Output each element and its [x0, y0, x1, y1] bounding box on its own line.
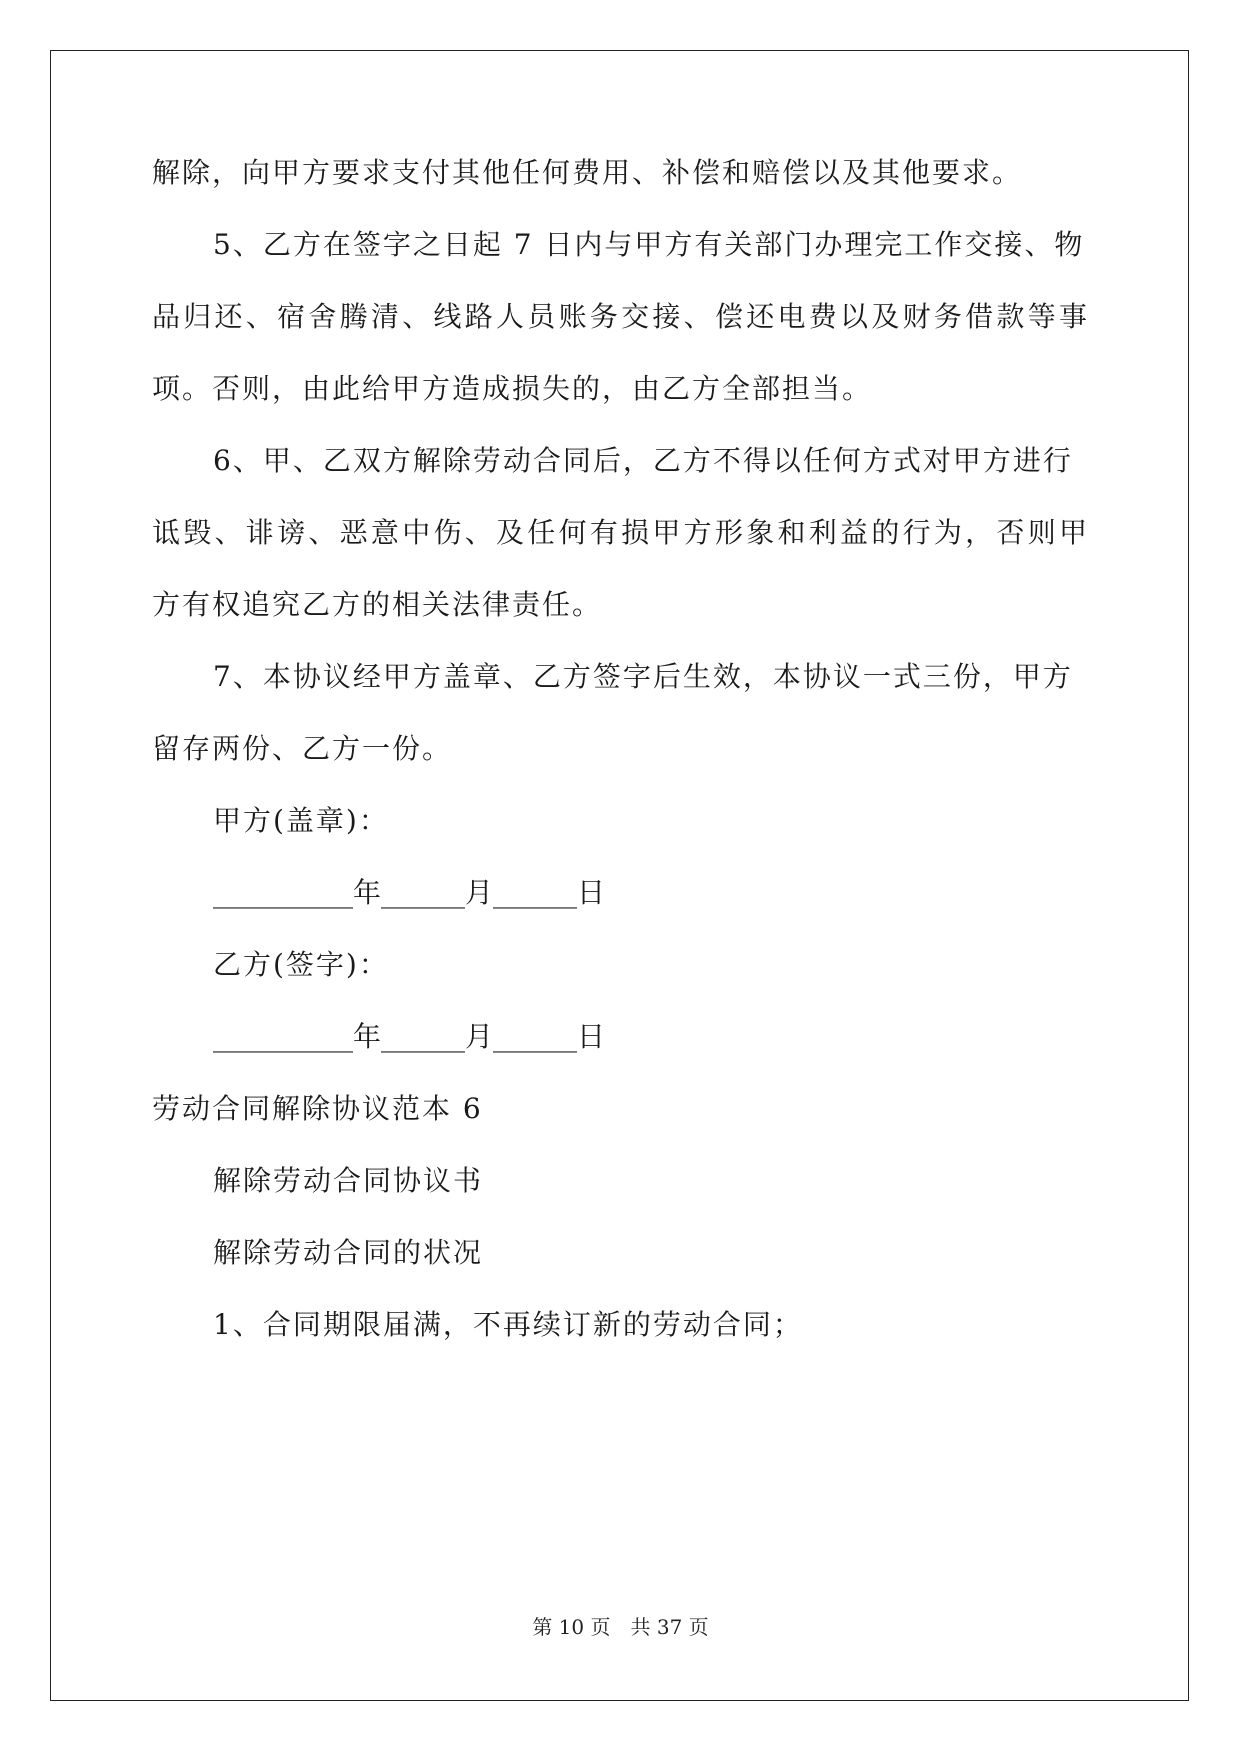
party-a-signature-label: 甲方(盖章)：: [213, 804, 389, 837]
paragraph-6-line-2: 诋毁、诽谤、恶意中伤、及任何有损甲方形象和利益的行为，否则甲: [152, 516, 1087, 549]
paragraph-7-line-2: 留存两份、乙方一份。: [152, 732, 453, 765]
paragraph-5-line-2: 品归还、宿舍腾清、线路人员账务交接、偿还电费以及财务借款等事: [152, 300, 1087, 333]
list-item-1: 1、合同期限届满，不再续订新的劳动合同；: [213, 1308, 803, 1341]
page-footer: 第 10 页 共 37 页: [532, 1615, 709, 1639]
party-a-date-line: __________年______月______日: [213, 876, 606, 909]
section-title: 劳动合同解除协议范本 6: [152, 1092, 483, 1125]
party-b-signature-label: 乙方(签字)：: [213, 948, 389, 981]
subheading: 解除劳动合同的状况: [213, 1236, 484, 1269]
document-title: 解除劳动合同协议书: [213, 1164, 484, 1197]
paragraph-5-line-1: 5、乙方在签字之日起 7 日内与甲方有关部门办理完工作交接、物: [213, 228, 1085, 261]
paragraph-6-line-3: 方有权追究乙方的相关法律责任。: [152, 588, 603, 621]
paragraph-6-line-1: 6、甲、乙双方解除劳动合同后，乙方不得以任何方式对甲方进行: [213, 444, 1073, 477]
party-b-date-line: __________年______月______日: [213, 1020, 606, 1053]
paragraph-7-line-1: 7、本协议经甲方盖章、乙方签字后生效，本协议一式三份，甲方: [213, 660, 1073, 693]
paragraph-5-line-3: 项。否则，由此给甲方造成损失的，由乙方全部担当。: [152, 372, 873, 405]
paragraph-4-end: 解除，向甲方要求支付其他任何费用、补偿和赔偿以及其他要求。: [152, 156, 1023, 189]
